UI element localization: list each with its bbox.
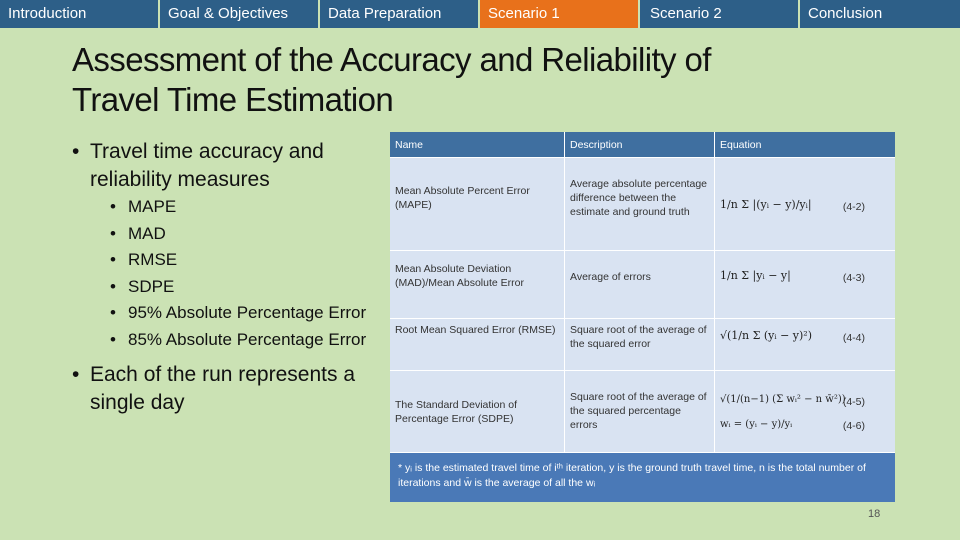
bullet-dot: • bbox=[72, 363, 80, 386]
tab-label: Scenario 2 bbox=[650, 5, 722, 22]
table-cell-equation bbox=[715, 371, 895, 452]
tab-label: Data Preparation bbox=[328, 5, 442, 22]
table-cell-equation bbox=[715, 251, 895, 318]
table-footnote: * yᵢ is the estimated travel time of iᵗʰ iteration, y is the ground truth travel time, n is the total number of iterations and w̄ is the average of all the wᵢ bbox=[390, 453, 895, 502]
bullet-text: Each of the run represents a single day bbox=[90, 363, 355, 414]
table-header-name: Name bbox=[390, 132, 564, 157]
list-item-text: 85% Absolute Percentage Error bbox=[128, 330, 367, 349]
table-cell-name: Mean Absolute Percent Error (MAPE) bbox=[390, 158, 564, 250]
measures-list bbox=[110, 194, 390, 354]
measures-table bbox=[390, 132, 895, 502]
tab-data-preparation[interactable] bbox=[320, 0, 480, 28]
page-title bbox=[72, 40, 832, 120]
table-cell-name: Mean Absolute Deviation (MAD)/Mean Absolute Error bbox=[390, 251, 564, 318]
list-item-text: RMSE bbox=[128, 250, 178, 270]
equation-number: (4-3) bbox=[842, 272, 865, 284]
tab-label: Introduction bbox=[8, 5, 87, 22]
table-header-equation: Equation bbox=[715, 132, 895, 157]
equation-number: (4-5) bbox=[842, 396, 865, 408]
equation-weight: wᵢ = (yᵢ − y)/yᵢ bbox=[720, 419, 793, 430]
bullet-dot: • bbox=[110, 303, 116, 323]
list-item-text: SDPE bbox=[128, 276, 175, 296]
equation-mape: 1/n Σ |(yᵢ − y)/yᵢ| bbox=[720, 198, 812, 211]
section-nav bbox=[0, 0, 960, 28]
bullet-dot: • bbox=[110, 250, 116, 270]
bullet-text: Travel time accuracy and reliability measures bbox=[90, 140, 324, 191]
tab-label: Scenario 1 bbox=[488, 5, 560, 22]
bullet-run-per-day bbox=[72, 361, 392, 417]
bullet-dot: • bbox=[72, 140, 80, 163]
table-cell-description: Average absolute percentage difference between the estimate and ground truth bbox=[565, 158, 714, 250]
equation-sdpe: √(1/(n−1) (Σ wᵢ² − n w̄²)) bbox=[720, 394, 846, 405]
table-cell-description: Average of errors bbox=[565, 251, 714, 318]
table-cell-description: Square root of the average of the squared error bbox=[565, 319, 714, 370]
table-cell-name: Root Mean Squared Error (RMSE) bbox=[390, 319, 564, 370]
page-number: 18 bbox=[868, 508, 881, 520]
tab-scenario-2[interactable] bbox=[640, 0, 800, 28]
equation-number: (4-4) bbox=[842, 332, 865, 344]
title-line-1: Assessment of the Accuracy and Reliability of bbox=[72, 41, 711, 78]
tab-goal-objectives[interactable] bbox=[160, 0, 320, 28]
table-cell-equation bbox=[715, 158, 895, 250]
equation-number: (4-2) bbox=[842, 201, 865, 213]
bullet-dot: • bbox=[110, 223, 116, 243]
table-cell-description: Square root of the average of the squared percentage errors bbox=[565, 371, 714, 452]
table-cell-equation bbox=[715, 319, 895, 370]
list-item-text: MAPE bbox=[128, 197, 177, 216]
equation-number: (4-6) bbox=[842, 420, 865, 432]
table-cell-name: The Standard Deviation of Percentage Error (SDPE) bbox=[390, 371, 564, 452]
tab-label: Conclusion bbox=[808, 5, 883, 22]
bullet-dot: • bbox=[110, 330, 116, 349]
tab-label: Goal & Objectives bbox=[168, 5, 289, 22]
equation-mad: 1/n Σ |yᵢ − y| bbox=[720, 269, 791, 282]
bullet-dot: • bbox=[110, 276, 116, 296]
equation-rmse: √(1/n Σ (yᵢ − y)²) bbox=[720, 329, 812, 342]
title-line-2: Travel Time Estimation bbox=[72, 81, 394, 118]
list-item-text: MAD bbox=[128, 223, 166, 243]
tab-conclusion[interactable] bbox=[800, 0, 960, 28]
list-item-text: 95% Absolute Percentage Error bbox=[128, 303, 367, 323]
tab-introduction[interactable] bbox=[0, 0, 160, 28]
tab-scenario-1[interactable] bbox=[480, 0, 640, 28]
table-header-description: Description bbox=[565, 132, 714, 157]
bullet-measures bbox=[72, 138, 392, 194]
bullet-dot: • bbox=[110, 197, 116, 216]
